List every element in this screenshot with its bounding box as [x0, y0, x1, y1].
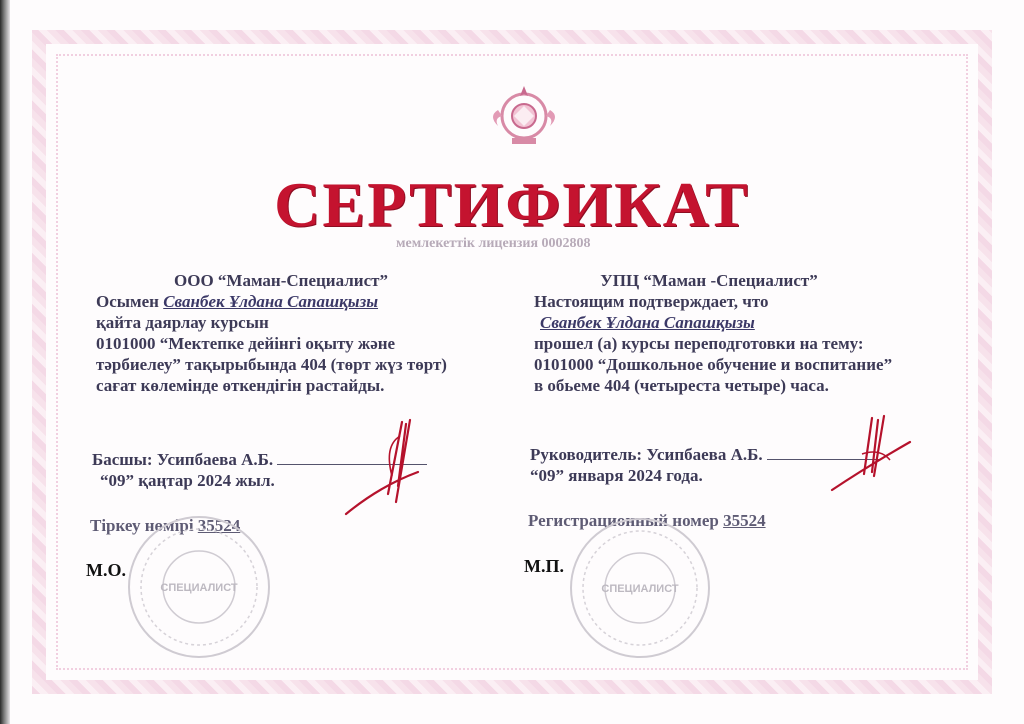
ru-seal-label: М.П. — [524, 556, 564, 576]
kz-line-5: сағат көлемінде өткендігін растайды. — [96, 376, 385, 395]
ru-stamp-text: СПЕЦИАЛИСТ — [601, 583, 679, 595]
kz-line-4: тәрбиелеу” тақырыбында 404 (төрт жүз төрт) — [96, 355, 447, 374]
state-emblem-icon — [484, 80, 564, 152]
kz-line-2: қайта даярлау курсын — [96, 313, 269, 332]
ru-reg-number: 35524 — [723, 511, 766, 530]
ru-head-line — [530, 444, 879, 465]
kz-recipient-name: Сванбек Ұлдана Сапашқызы — [163, 292, 379, 311]
kazakh-text-block — [96, 270, 526, 396]
ru-org-name: УПЦ “Маман -Специалист” — [600, 271, 818, 290]
kz-seal-label: М.О. — [86, 560, 126, 580]
kz-line-1-prefix: Осымен — [96, 292, 164, 311]
certificate-title: СЕРТИФИКАТ — [274, 169, 750, 240]
kz-reg-number: 35524 — [197, 516, 241, 535]
kz-stamp-text: СПЕЦИАЛИСТ — [160, 582, 238, 594]
ru-signature — [828, 414, 912, 494]
kz-date: “09” қаңтар 2024 жыл. — [100, 471, 275, 490]
scan-edge — [0, 0, 10, 724]
kz-signature — [340, 416, 420, 520]
ru-line-1: Настоящим подтверждает, что — [534, 292, 769, 311]
kz-head-label: Басшы: Усипбаева А.Б. — [92, 450, 274, 469]
kz-org-name: ООО “Маман-Специалист” — [174, 271, 388, 290]
kz-line-3: 0101000 “Мектепке дейінгі оқыту және — [96, 334, 396, 353]
ru-name-line — [534, 312, 964, 333]
license-number: мемлекеттік лицензия 0002808 — [396, 236, 591, 251]
russian-text-block — [534, 270, 964, 396]
ru-head-label: Руководитель: Усипбаева А.Б. — [530, 445, 763, 464]
kz-line-1 — [96, 291, 526, 312]
ru-date: “09” января 2024 года. — [530, 466, 703, 485]
ru-reg-label: Регистрационный номер — [528, 511, 724, 530]
ru-line-5: в обьеме 404 (четыреста четыре) часа. — [534, 376, 829, 395]
ru-line-4: 0101000 “Дошкольное обучение и воспитание” — [534, 355, 893, 374]
ru-line-3: прошел (а) курсы переподготовки на тему: — [534, 334, 864, 353]
ru-recipient-name: Сванбек Ұлдана Сапашқызы — [540, 313, 755, 332]
ru-official-stamp — [566, 514, 714, 662]
kz-reg-label: Тіркеу нөмірі — [90, 516, 198, 535]
kz-official-stamp — [124, 512, 274, 662]
